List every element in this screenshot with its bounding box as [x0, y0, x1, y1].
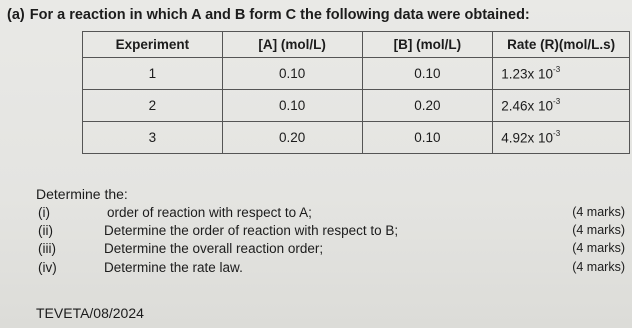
question-intro	[7, 7, 530, 23]
cell-b: 0.20	[362, 90, 493, 122]
rate-mantissa: 4.92x 10	[501, 130, 554, 146]
question-marks: (4 marks)	[572, 260, 625, 274]
header-experiment: Experiment	[83, 32, 223, 58]
question-intro-text: For a reaction in which A and B form C the following data were obtained:	[29, 7, 530, 23]
rate-exponent: -3	[553, 96, 561, 106]
question-number: (iii)	[38, 241, 56, 256]
header-rate: Rate (R)(mol/L.s)	[493, 32, 630, 58]
cell-rate	[493, 122, 630, 154]
cell-b: 0.10	[362, 122, 493, 154]
cell-experiment: 3	[83, 122, 223, 154]
question-text: order of reaction with respect to A;	[107, 205, 312, 220]
question-number: (iv)	[38, 260, 57, 275]
question-text: Determine the order of reaction with respect to B;	[104, 223, 399, 238]
question-text: Determine the rate law.	[104, 260, 243, 275]
cell-experiment: 1	[83, 58, 223, 90]
document-code: TEVETA/08/2024	[36, 305, 144, 321]
table-row	[83, 90, 630, 122]
question-number: (ii)	[38, 223, 53, 238]
table-row	[83, 58, 630, 90]
header-b-concentration: [B] (mol/L)	[362, 32, 493, 58]
rate-mantissa: 1.23x 10	[501, 66, 554, 82]
table-header-row	[83, 32, 630, 58]
question-text: Determine the overall reaction order;	[104, 241, 324, 256]
cell-a: 0.10	[222, 90, 362, 122]
cell-b: 0.10	[362, 58, 493, 90]
cell-rate	[493, 90, 630, 122]
data-table	[82, 31, 630, 154]
rate-mantissa: 2.46x 10	[501, 98, 554, 114]
cell-a: 0.10	[222, 58, 362, 90]
rate-exponent: -3	[553, 128, 561, 138]
question-number: (i)	[38, 205, 50, 220]
rate-exponent: -3	[553, 64, 561, 74]
cell-rate	[493, 58, 630, 90]
determine-heading: Determine the:	[36, 186, 128, 202]
question-label: (a)	[7, 7, 25, 23]
table-row	[83, 122, 630, 154]
cell-a: 0.20	[222, 122, 362, 154]
header-a-concentration: [A] (mol/L)	[222, 32, 362, 58]
question-marks: (4 marks)	[572, 205, 625, 219]
question-marks: (4 marks)	[572, 223, 625, 237]
cell-experiment: 2	[83, 90, 223, 122]
question-marks: (4 marks)	[572, 241, 625, 255]
